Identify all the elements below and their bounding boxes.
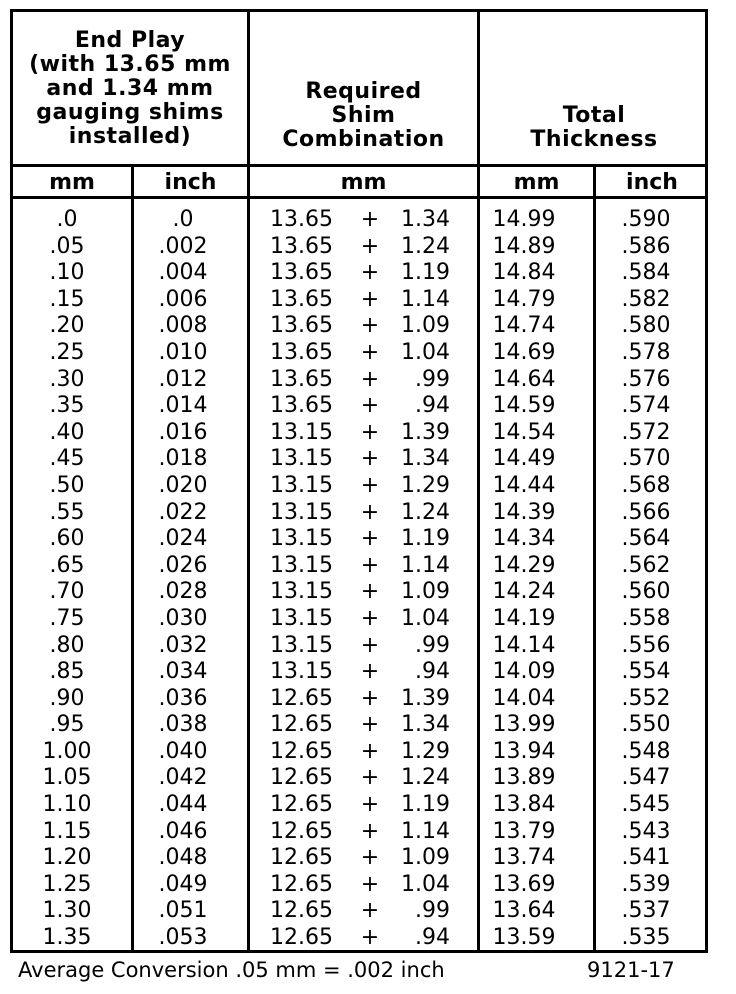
total-inch-cell: .545: [621, 792, 671, 818]
plus-column: [350, 207, 390, 952]
end-play-inch-cell: .006: [158, 286, 208, 312]
total-inch-cell: .562: [621, 552, 671, 578]
shim-second-cell: .99: [415, 632, 450, 658]
plus-sign: +: [360, 871, 380, 897]
end-play-inch-cell: .044: [158, 792, 208, 818]
end-play-inch-cell: .022: [158, 499, 208, 525]
plus-sign: +: [360, 526, 380, 552]
end-play-inch-cell: .034: [158, 659, 208, 685]
total-inch-cell: .584: [621, 260, 671, 286]
total-inch-cell: .552: [621, 685, 671, 711]
end-play-inch-cell: .036: [158, 685, 208, 711]
end-play-inch-cell: .0: [172, 207, 194, 232]
end-play-mm-unit: mm: [49, 170, 95, 195]
end-play-inch-cell: .010: [158, 339, 208, 365]
shim-second-cell: .94: [415, 925, 450, 951]
end-play-inch-cell: .016: [158, 419, 208, 445]
shim-first-cell: 13.65: [270, 393, 333, 419]
total-mm-cell: 13.64: [492, 898, 556, 924]
shim-second-cell: .94: [415, 659, 450, 685]
plus-sign: +: [360, 898, 380, 924]
shim-first-cell: 13.65: [270, 260, 333, 286]
shim-first-cell: 13.15: [270, 552, 333, 578]
end-play-inch-cell: .014: [158, 393, 208, 419]
end-play-mm-cell: .10: [49, 260, 85, 286]
total-inch-cell: .539: [621, 871, 671, 897]
shim-second-cell: 1.24: [401, 499, 450, 525]
total-inch-cell: .576: [621, 366, 671, 392]
plus-sign: +: [360, 313, 380, 339]
total-mm-cell: 14.49: [492, 446, 556, 472]
figure-code: 9121-17: [587, 958, 675, 982]
shim-first-cell: 13.65: [270, 339, 333, 365]
shim-second-cell: 1.09: [401, 313, 450, 339]
plus-sign: +: [360, 685, 380, 711]
total-mm-cell: 14.04: [492, 685, 556, 711]
shim-first-cell: 13.65: [270, 233, 333, 259]
plus-sign: +: [360, 712, 380, 738]
end-play-inch-cell: .053: [158, 925, 208, 951]
plus-sign: +: [360, 286, 380, 312]
total-mm-cell: 14.89: [492, 233, 556, 259]
total-inch-cell: .570: [621, 446, 671, 472]
shim-second-cell: 1.04: [401, 339, 450, 365]
total-inch-cell: .568: [621, 472, 671, 498]
total-mm-cell: 14.79: [492, 286, 556, 312]
shim-first-cell: 12.65: [270, 871, 333, 897]
plus-sign: +: [360, 260, 380, 286]
shim-second-cell: 1.14: [401, 818, 450, 844]
shim-second-cell: 1.19: [401, 260, 450, 286]
shim-first-cell: 13.15: [270, 632, 333, 658]
total-inch-cell: .556: [621, 632, 671, 658]
end-play-inch-cell: .042: [158, 765, 208, 791]
shim-second-cell: .94: [415, 393, 450, 419]
plus-sign: +: [360, 339, 380, 365]
end-play-mm-cell: 1.20: [42, 845, 92, 871]
plus-sign: +: [360, 659, 380, 685]
end-play-inch-column: [138, 207, 228, 952]
end-play-mm-cell: .95: [49, 712, 85, 738]
end-play-inch-cell: .018: [158, 446, 208, 472]
total-mm-cell: 14.44: [492, 472, 556, 498]
total-mm-cell: 13.69: [492, 871, 556, 897]
shim-second-cell: 1.04: [401, 605, 450, 631]
shim-second-cell: 1.09: [401, 845, 450, 871]
total-inch-cell: .586: [621, 233, 671, 259]
conversion-note: Average Conversion .05 mm = .002 inch: [18, 958, 445, 982]
total-inch-cell: .541: [621, 845, 671, 871]
end-play-mm-cell: .05: [49, 233, 85, 259]
shim-first-cell: 13.65: [270, 366, 333, 392]
plus-sign: +: [360, 393, 380, 419]
total-inch-cell: .580: [621, 313, 671, 339]
shim-second-cell: 1.39: [401, 685, 450, 711]
shim-first-cell: 13.15: [270, 472, 333, 498]
plus-sign: +: [360, 233, 380, 259]
total-mm-cell: 13.94: [492, 738, 556, 764]
end-play-mm-cell: 1.25: [42, 871, 92, 897]
total-inch-cell: .578: [621, 339, 671, 365]
total-inch-cell: .574: [621, 393, 671, 419]
shim-second-cell: .99: [415, 898, 450, 924]
total-inch-cell: .547: [621, 765, 671, 791]
shim-second-cell: 1.19: [401, 526, 450, 552]
end-play-mm-cell: .25: [49, 339, 85, 365]
end-play-inch-cell: .049: [158, 871, 208, 897]
shim-first-cell: 12.65: [270, 792, 333, 818]
end-play-inch-unit: inch: [164, 170, 217, 195]
end-play-inch-cell: .046: [158, 818, 208, 844]
total-mm-cell: 14.39: [492, 499, 556, 525]
total-inch-cell: .537: [621, 898, 671, 924]
shim-first-cell: 13.65: [270, 207, 333, 232]
end-play-inch-cell: .008: [158, 313, 208, 339]
shim-second-cell: 1.39: [401, 419, 450, 445]
shim-second-column: [390, 207, 450, 952]
end-play-inch-cell: .030: [158, 605, 208, 631]
end-play-mm-cell: .35: [49, 393, 85, 419]
plus-sign: +: [360, 818, 380, 844]
plus-sign: +: [360, 579, 380, 605]
plus-sign: +: [360, 552, 380, 578]
shim-mm-unit: mm: [340, 170, 387, 195]
shim-second-cell: 1.34: [401, 712, 450, 738]
shim-first-cell: 13.15: [270, 605, 333, 631]
required-shim-combination-header: Required Shim Combination: [282, 79, 445, 152]
plus-sign: +: [360, 605, 380, 631]
shim-second-cell: 1.29: [401, 738, 450, 764]
shim-first-cell: 12.65: [270, 818, 333, 844]
plus-sign: +: [360, 419, 380, 445]
end-play-mm-cell: .45: [49, 446, 85, 472]
end-play-mm-cell: .0: [56, 207, 78, 232]
end-play-mm-cell: .20: [49, 313, 85, 339]
end-play-mm-cell: 1.30: [42, 898, 92, 924]
end-play-mm-cell: .65: [49, 552, 85, 578]
total-mm-cell: 14.09: [492, 659, 556, 685]
total-mm-cell: 14.64: [492, 366, 556, 392]
end-play-inch-cell: .032: [158, 632, 208, 658]
end-play-mm-cell: .85: [49, 659, 85, 685]
shim-second-cell: .99: [415, 366, 450, 392]
total-inch-cell: .590: [621, 207, 671, 232]
plus-sign: +: [360, 366, 380, 392]
shim-second-cell: 1.09: [401, 579, 450, 605]
shim-second-cell: 1.24: [401, 233, 450, 259]
total-inch-cell: .535: [621, 925, 671, 951]
shim-first-cell: 12.65: [270, 898, 333, 924]
plus-sign: +: [360, 845, 380, 871]
unit-row-divider: [13, 196, 705, 199]
total-mm-cell: 14.24: [492, 579, 556, 605]
shim-first-cell: 13.15: [270, 579, 333, 605]
shim-first-cell: 13.15: [270, 526, 333, 552]
end-play-mm-cell: 1.15: [42, 818, 92, 844]
end-play-mm-cell: .70: [49, 579, 85, 605]
end-play-mm-cell: .15: [49, 286, 85, 312]
end-play-mm-cell: .75: [49, 605, 85, 631]
total-mm-cell: 13.74: [492, 845, 556, 871]
total-mm-cell: 14.59: [492, 393, 556, 419]
end-play-inch-cell: .026: [158, 552, 208, 578]
end-play-inch-cell: .004: [158, 260, 208, 286]
shim-first-cell: 13.65: [270, 313, 333, 339]
total-inch-column: [596, 207, 696, 952]
plus-sign: +: [360, 738, 380, 764]
end-play-inch-cell: .038: [158, 712, 208, 738]
shim-first-cell: 13.65: [270, 286, 333, 312]
total-mm-cell: 14.19: [492, 605, 556, 631]
shim-second-cell: 1.34: [401, 207, 450, 232]
shim-first-cell: 12.65: [270, 925, 333, 951]
plus-sign: +: [360, 472, 380, 498]
total-mm-cell: 13.84: [492, 792, 556, 818]
end-play-inch-cell: .024: [158, 526, 208, 552]
total-mm-cell: 13.89: [492, 765, 556, 791]
shim-first-cell: 13.15: [270, 659, 333, 685]
end-play-mm-cell: 1.05: [42, 765, 92, 791]
total-mm-cell: 14.34: [492, 526, 556, 552]
end-play-inch-cell: .012: [158, 366, 208, 392]
end-play-inch-cell: .002: [158, 233, 208, 259]
shim-second-cell: 1.14: [401, 286, 450, 312]
plus-sign: +: [360, 925, 380, 951]
total-mm-cell: 13.99: [492, 712, 556, 738]
total-mm-cell: 13.79: [492, 818, 556, 844]
end-play-mm-cell: .50: [49, 472, 85, 498]
total-mm-cell: 14.74: [492, 313, 556, 339]
total-thickness-header: Total Thickness: [530, 103, 658, 152]
total-inch-unit: inch: [626, 170, 678, 195]
shim-first-cell: 13.15: [270, 446, 333, 472]
total-mm-cell: 14.84: [492, 260, 556, 286]
total-inch-cell: .560: [621, 579, 671, 605]
total-inch-cell: .582: [621, 286, 671, 312]
shim-first-cell: 13.15: [270, 499, 333, 525]
plus-sign: +: [360, 632, 380, 658]
plus-sign: +: [360, 792, 380, 818]
shim-second-cell: 1.14: [401, 552, 450, 578]
end-play-mm-cell: .90: [49, 685, 85, 711]
end-play-mm-cell: .60: [49, 526, 85, 552]
shim-first-cell: 12.65: [270, 738, 333, 764]
shim-first-column: [270, 207, 350, 952]
column-divider: [131, 166, 134, 950]
end-play-mm-cell: .40: [49, 419, 85, 445]
end-play-mm-column: [22, 207, 112, 952]
end-play-mm-cell: 1.10: [42, 792, 92, 818]
total-inch-cell: .566: [621, 499, 671, 525]
total-inch-cell: .564: [621, 526, 671, 552]
shim-first-cell: 12.65: [270, 845, 333, 871]
total-mm-cell: 14.99: [492, 207, 556, 232]
shim-first-cell: 12.65: [270, 685, 333, 711]
total-mm-cell: 14.54: [492, 419, 556, 445]
end-play-mm-cell: 1.35: [42, 925, 92, 951]
end-play-mm-cell: .30: [49, 366, 85, 392]
total-inch-cell: .543: [621, 818, 671, 844]
end-play-mm-cell: .80: [49, 632, 85, 658]
shim-first-cell: 12.65: [270, 765, 333, 791]
end-play-mm-cell: .55: [49, 499, 85, 525]
header-divider: [13, 164, 705, 167]
plus-sign: +: [360, 446, 380, 472]
total-mm-cell: 14.29: [492, 552, 556, 578]
total-mm-unit: mm: [513, 170, 560, 195]
end-play-inch-cell: .040: [158, 738, 208, 764]
shim-second-cell: 1.04: [401, 871, 450, 897]
shim-first-cell: 13.15: [270, 419, 333, 445]
total-inch-cell: .558: [621, 605, 671, 631]
plus-sign: +: [360, 207, 380, 232]
shim-second-cell: 1.29: [401, 472, 450, 498]
end-play-inch-cell: .020: [158, 472, 208, 498]
end-play-inch-cell: .028: [158, 579, 208, 605]
end-play-mm-cell: 1.00: [42, 738, 92, 764]
end-play-inch-cell: .048: [158, 845, 208, 871]
shim-first-cell: 12.65: [270, 712, 333, 738]
total-mm-column: [474, 207, 574, 952]
total-mm-cell: 13.59: [492, 925, 556, 951]
plus-sign: +: [360, 499, 380, 525]
end-play-header: End Play (with 13.65 mm and 1.34 mm gauging shims installed): [29, 28, 231, 149]
end-play-inch-cell: .051: [158, 898, 208, 924]
total-inch-cell: .548: [621, 738, 671, 764]
shim-second-cell: 1.24: [401, 765, 450, 791]
total-mm-cell: 14.69: [492, 339, 556, 365]
total-inch-cell: .572: [621, 419, 671, 445]
total-inch-cell: .554: [621, 659, 671, 685]
total-mm-cell: 14.14: [492, 632, 556, 658]
shim-second-cell: 1.19: [401, 792, 450, 818]
shim-second-cell: 1.34: [401, 446, 450, 472]
total-inch-cell: .550: [621, 712, 671, 738]
plus-sign: +: [360, 765, 380, 791]
